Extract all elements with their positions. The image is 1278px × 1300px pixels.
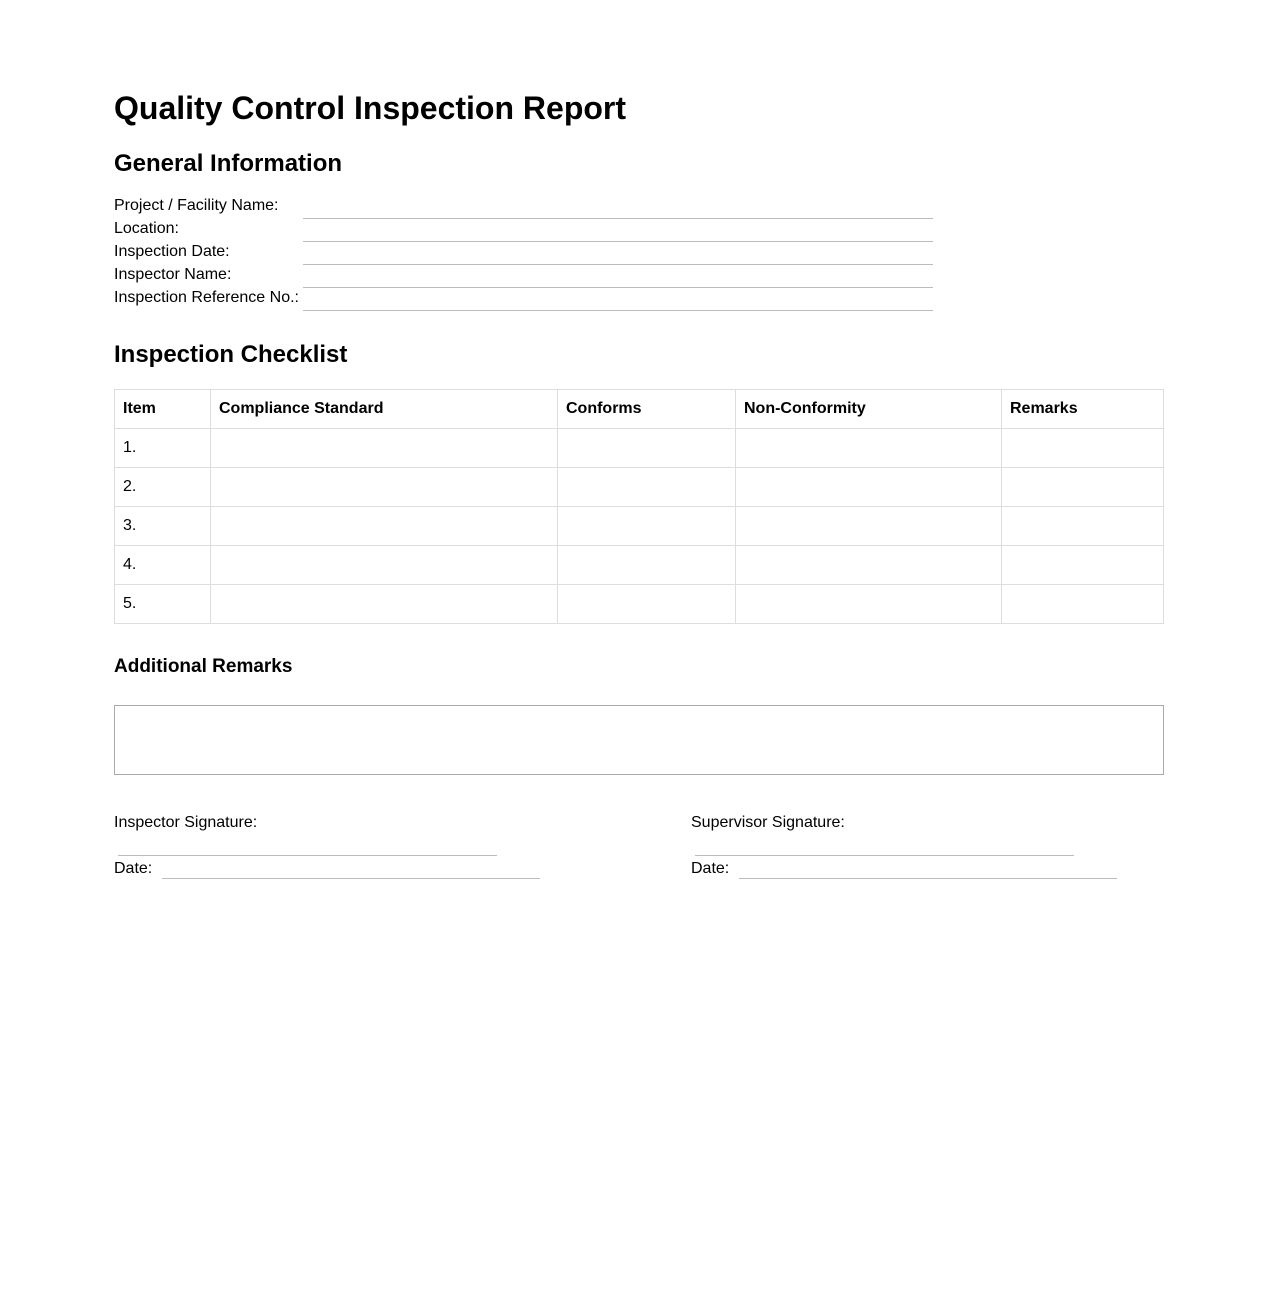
page-title: Quality Control Inspection Report bbox=[114, 90, 627, 126]
col-conforms: Conforms bbox=[558, 390, 736, 429]
inspector-date-label: Date: bbox=[114, 860, 153, 877]
table-cell[interactable] bbox=[558, 429, 736, 468]
table-cell[interactable] bbox=[1002, 507, 1164, 546]
supervisor-date-label: Date: bbox=[691, 860, 730, 877]
table-row bbox=[115, 585, 1164, 624]
table-cell[interactable] bbox=[736, 468, 1002, 507]
table-cell[interactable] bbox=[736, 585, 1002, 624]
supervisor-date-line[interactable] bbox=[739, 860, 1117, 879]
col-remarks: Remarks bbox=[1002, 390, 1164, 429]
general-information-heading: General Information bbox=[114, 150, 343, 177]
inspector-signature-label: Inspector Signature: bbox=[114, 814, 258, 831]
checklist-heading: Inspection Checklist bbox=[114, 341, 348, 368]
table-cell[interactable] bbox=[1002, 429, 1164, 468]
table-cell[interactable] bbox=[211, 546, 558, 585]
table-header bbox=[115, 390, 1164, 429]
supervisor-signature-line[interactable] bbox=[695, 846, 1074, 856]
supervisor-signature-label: Supervisor Signature: bbox=[691, 814, 845, 831]
table-cell[interactable] bbox=[1002, 585, 1164, 624]
item-number: 1. bbox=[115, 429, 211, 468]
table-cell[interactable] bbox=[736, 546, 1002, 585]
item-number: 2. bbox=[115, 468, 211, 507]
table-cell[interactable] bbox=[558, 546, 736, 585]
location-input[interactable] bbox=[303, 219, 933, 242]
table-cell[interactable] bbox=[558, 507, 736, 546]
table-cell[interactable] bbox=[211, 468, 558, 507]
table-cell[interactable] bbox=[558, 468, 736, 507]
item-number: 4. bbox=[115, 546, 211, 585]
table-row bbox=[115, 507, 1164, 546]
table-row bbox=[115, 468, 1164, 507]
additional-remarks-heading: Additional Remarks bbox=[114, 656, 293, 677]
inspection-date-input[interactable] bbox=[303, 242, 933, 265]
field-inspection-date: Inspection Date: bbox=[114, 242, 933, 265]
item-number: 5. bbox=[115, 585, 211, 624]
table-cell[interactable] bbox=[558, 585, 736, 624]
reference-no-input[interactable] bbox=[303, 288, 933, 311]
field-reference-no: Inspection Reference No.: bbox=[114, 288, 933, 311]
table-cell[interactable] bbox=[736, 507, 1002, 546]
field-location: Location: bbox=[114, 219, 933, 242]
checklist-table bbox=[114, 389, 1164, 624]
table-cell[interactable] bbox=[211, 507, 558, 546]
col-non-conformity: Non-Conformity bbox=[736, 390, 1002, 429]
field-inspector-name: Inspector Name: bbox=[114, 265, 933, 288]
table-row bbox=[115, 429, 1164, 468]
table-cell[interactable] bbox=[1002, 546, 1164, 585]
inspector-date-line[interactable] bbox=[162, 860, 540, 879]
table-row bbox=[115, 546, 1164, 585]
field-project-name: Project / Facility Name: bbox=[114, 196, 933, 219]
table-cell[interactable] bbox=[1002, 468, 1164, 507]
table-cell[interactable] bbox=[211, 585, 558, 624]
col-item: Item bbox=[115, 390, 211, 429]
item-number: 3. bbox=[115, 507, 211, 546]
project-name-input[interactable] bbox=[303, 196, 933, 219]
inspector-signature-block bbox=[114, 814, 544, 879]
table-cell[interactable] bbox=[736, 429, 1002, 468]
additional-remarks-box[interactable] bbox=[114, 705, 1164, 775]
general-fields bbox=[114, 196, 933, 311]
table-cell[interactable] bbox=[211, 429, 558, 468]
col-compliance-standard: Compliance Standard bbox=[211, 390, 558, 429]
supervisor-signature-block bbox=[691, 814, 1121, 879]
inspector-signature-line[interactable] bbox=[118, 846, 497, 856]
inspector-name-input[interactable] bbox=[303, 265, 933, 288]
